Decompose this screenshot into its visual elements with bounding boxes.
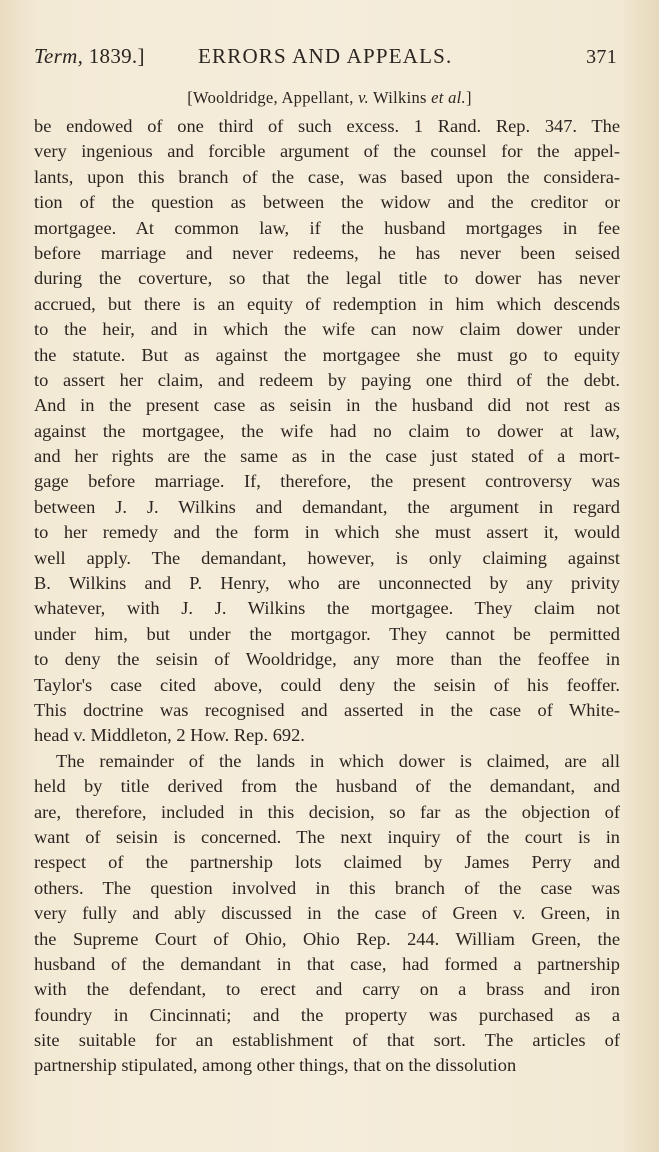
- text-line: tion of the question as between the widow and the creditor or: [34, 192, 620, 213]
- text-line: Taylor's case cited above, could deny the seisin of his feoffer.: [34, 674, 620, 695]
- text-line: under him, but under the mortgagor. They cannot be permitted: [34, 623, 620, 644]
- text-line: before marriage and never redeems, he has never been seised: [34, 242, 620, 263]
- text-line: head v. Middleton, 2 How. Rep. 692.: [34, 725, 305, 746]
- text-line: lants, upon this branch of the case, was based upon the considera-: [34, 166, 620, 187]
- text-line: foundry in Cincinnati; and the property was purchased as a: [34, 1004, 620, 1025]
- paragraph: [34, 749, 620, 1079]
- text-line: husband of the demandant in that case, had formed a partnership: [34, 953, 620, 974]
- text-line: during the coverture, so that the legal title to dower has never: [34, 268, 620, 289]
- text-line: between J. J. Wilkins and demandant, the argument in regard: [34, 496, 620, 517]
- text-line: the Supreme Court of Ohio, Ohio Rep. 244. William Green, the: [34, 928, 620, 949]
- body-text: [34, 114, 620, 1079]
- text-line: gage before marriage. If, therefore, the present controversy was: [34, 471, 620, 492]
- caption-versus: v.: [358, 88, 369, 107]
- text-line: to assert her claim, and redeem by paying one third of the debt.: [34, 369, 620, 390]
- text-line: mortgagee. At common law, if the husband mortgages in fee: [34, 217, 620, 238]
- text-line: very ingenious and forcible argument of the counsel for the appel-: [34, 141, 620, 162]
- page-number: 371: [586, 46, 617, 68]
- term-label: Term,: [34, 44, 84, 68]
- text-line: accrued, but there is an equity of redemption in him which descends: [34, 293, 620, 314]
- running-head-term: [34, 44, 145, 69]
- text-line: held by title derived from the husband of the demandant, and: [34, 776, 620, 797]
- text-line: well apply. The demandant, however, is only claiming against: [34, 547, 620, 568]
- text-line: And in the present case as seisin in the husband did not rest as: [34, 395, 620, 416]
- text-line: respect of the partnership lots claimed by James Perry and: [34, 852, 620, 873]
- text-line: want of seisin is concerned. The next inquiry of the court is in: [34, 826, 620, 847]
- text-line: are, therefore, included in this decision, so far as the objection of: [34, 801, 620, 822]
- text-line: B. Wilkins and P. Henry, who are unconnected by any privity: [34, 573, 620, 594]
- running-head: [34, 44, 617, 74]
- text-line: whatever, with J. J. Wilkins the mortgagee. They claim not: [34, 598, 620, 619]
- term-year: 1839.]: [83, 44, 145, 68]
- text-line: very fully and ably discussed in the case of Green v. Green, in: [34, 903, 620, 924]
- caption-party: Wilkins: [368, 88, 432, 107]
- caption-et-al: et al.: [431, 88, 466, 107]
- caption-open: [Wooldridge, Appellant,: [187, 88, 359, 107]
- running-head-title: ERRORS AND APPEALS.: [198, 44, 453, 68]
- text-line: others. The question involved in this branch of the case was: [34, 877, 620, 898]
- caption-close: ]: [465, 88, 472, 107]
- text-line: partnership stipulated, among other things, that on the dissolution: [34, 1055, 517, 1076]
- text-line: to the heir, and in which the wife can now claim dower under: [34, 319, 620, 340]
- text-line: and her rights are the same as in the case just stated of a mort-: [34, 446, 620, 467]
- paragraph: [34, 114, 620, 749]
- text-line: site suitable for an establishment of that sort. The articles of: [34, 1030, 620, 1051]
- text-line: The remainder of the lands in which dower is claimed, are all: [56, 750, 620, 771]
- text-line: to deny the seisin of Wooldridge, any more than the feoffee in: [34, 649, 620, 670]
- text-line: to her remedy and the form in which she must assert it, would: [34, 522, 620, 543]
- text-line: be endowed of one third of such excess. 1 Rand. Rep. 347. The: [34, 116, 620, 136]
- text-line: This doctrine was recognised and asserted in the case of White-: [34, 699, 620, 720]
- text-line: with the defendant, to erect and carry on a brass and iron: [34, 979, 620, 1000]
- case-caption: [0, 88, 659, 108]
- text-line: against the mortgagee, the wife had no claim to dower at law,: [34, 420, 620, 441]
- text-line: the statute. But as against the mortgagee she must go to equity: [34, 344, 620, 365]
